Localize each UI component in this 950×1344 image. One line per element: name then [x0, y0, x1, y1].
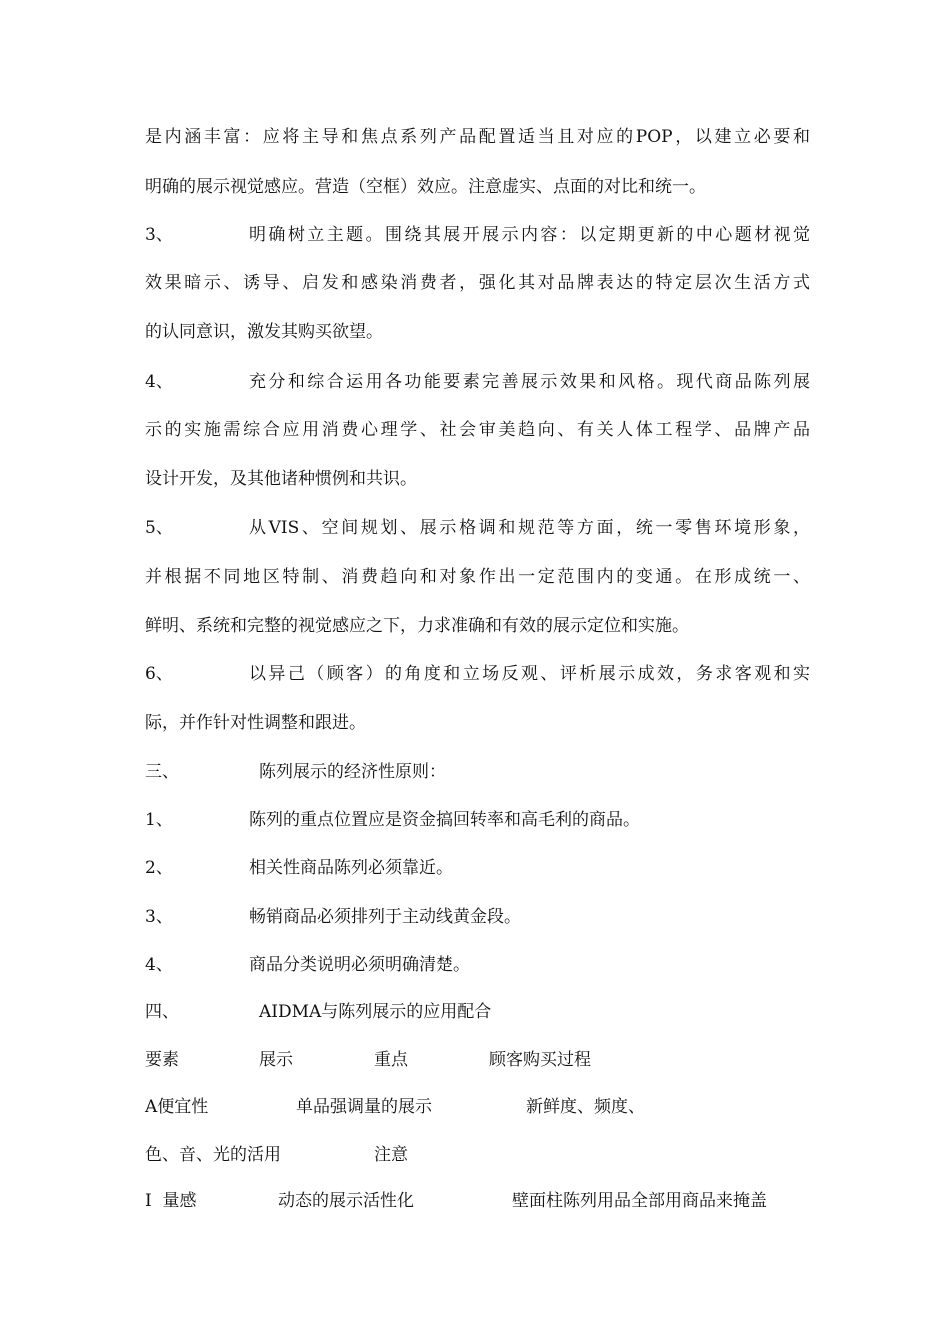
table-row [145, 1142, 810, 1168]
item-text: 从VIS、空间规划、展示格调和规范等方面，统一零售环境形象， [249, 518, 810, 538]
item-number: 1、 [145, 810, 173, 830]
table-row [145, 1188, 810, 1214]
section-title: AIDMA与陈列展示的应用配合 [259, 1002, 492, 1022]
table-header-row [145, 1047, 810, 1073]
list-item [145, 222, 810, 248]
table-header-cell: 顾客购买过程 [489, 1050, 591, 1070]
table-cell: 注意 [374, 1145, 408, 1165]
paragraph-line: 设计开发，及其他诸种惯例和共识。 [145, 469, 417, 489]
table-cell: 色、音、光的活用 [145, 1145, 281, 1165]
list-item [145, 661, 810, 687]
item-text: 畅销商品必须排列于主动线黄金段。 [249, 907, 521, 927]
paragraph-line: 效果暗示、诱导、启发和感染消费者，强化其对品牌表达的特定层次生活方式 [145, 273, 810, 293]
item-text: 相关性商品陈列必须靠近。 [249, 858, 453, 878]
table-header-cell: 展示 [259, 1050, 293, 1070]
table-header-cell: 要素 [145, 1050, 179, 1070]
table-cell: 单品强调量的展示 [296, 1097, 432, 1117]
table-cell: A便宜性 [145, 1097, 209, 1117]
section-heading [145, 999, 810, 1025]
table-cell: 新鲜度、频度、 [526, 1097, 645, 1117]
item-number: 5、 [145, 518, 173, 538]
item-text: 商品分类说明必须明确清楚。 [249, 955, 470, 975]
paragraph-line: 示的实施需综合应用消费心理学、社会审美趋向、有关人体工程学、品牌产品 [145, 420, 810, 440]
list-item [145, 904, 810, 930]
item-number: 2、 [145, 858, 173, 878]
list-item [145, 952, 810, 978]
item-number: 3、 [145, 225, 173, 245]
paragraph-line: 明确的展示视觉感应。营造（空框）效应。注意虚实、点面的对比和统一。 [145, 177, 706, 197]
item-number: 4、 [145, 372, 173, 392]
table-row [145, 1094, 810, 1120]
item-text: 充分和综合运用各功能要素完善展示效果和风格。现代商品陈列展 [249, 372, 810, 392]
item-number: 3、 [145, 907, 173, 927]
paragraph-line: 际，并作针对性调整和跟进。 [145, 713, 366, 733]
list-item [145, 369, 810, 395]
section-title: 陈列展示的经济性原则： [259, 762, 446, 782]
list-item [145, 807, 810, 833]
item-text: 以异己（顾客）的角度和立场反观、评析展示成效，务求客观和实 [249, 664, 810, 684]
list-item [145, 855, 810, 881]
section-number: 三、 [145, 762, 179, 782]
list-item [145, 515, 810, 541]
paragraph-line: 并根据不同地区特制、消费趋向和对象作出一定范围内的变通。在形成统一、 [145, 567, 810, 587]
paragraph-line: 是内涵丰富：应将主导和焦点系列产品配置适当且对应的POP，以建立必要和 [145, 127, 810, 147]
table-header-cell: 重点 [374, 1050, 408, 1070]
item-text: 陈列的重点位置应是资金搞回转率和高毛利的商品。 [249, 810, 640, 830]
item-number: 6、 [145, 664, 173, 684]
paragraph-line: 鲜明、系统和完整的视觉感应之下，力求准确和有效的展示定位和实施。 [145, 616, 689, 636]
table-cell: 动态的展示活性化 [278, 1191, 414, 1211]
paragraph-line: 的认同意识，激发其购买欲望。 [145, 322, 383, 342]
item-text: 明确树立主题。围绕其展开展示内容：以定期更新的中心题材视觉 [249, 225, 810, 245]
section-number: 四、 [145, 1002, 179, 1022]
table-cell: I 量感 [145, 1191, 197, 1211]
section-heading [145, 759, 810, 785]
item-number: 4、 [145, 955, 173, 975]
table-cell: 壁面柱陈列用品全部用商品来掩盖 [512, 1191, 767, 1211]
